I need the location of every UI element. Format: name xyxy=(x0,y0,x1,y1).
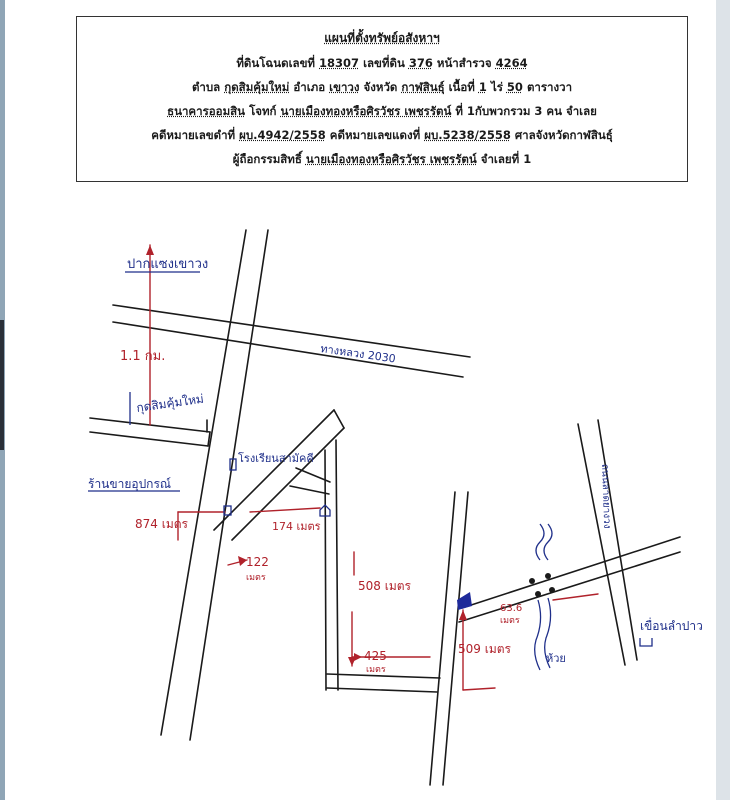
diagonal-road-end xyxy=(334,410,344,428)
arrow-425 xyxy=(354,653,362,661)
distance-425-unit: เมตร xyxy=(366,665,386,675)
distance-874-label: 874 เมตร xyxy=(135,517,188,531)
distance-174-label: 174 เมตร xyxy=(272,520,321,533)
main-road-right-edge xyxy=(190,230,268,740)
defendant-suffix: ที่ 1กับพวกรวม 3 คน จำเลย xyxy=(455,104,597,118)
bridge-dot-4 xyxy=(549,587,555,593)
deed-number: 18307 xyxy=(319,56,360,70)
black-case-label: คดีหมายเลขดำที่ xyxy=(151,128,236,142)
area-rai-value: 1 xyxy=(478,80,487,94)
owner-label: ผู้ถือกรรมสิทธิ์ xyxy=(232,152,302,166)
distance-line-174 xyxy=(250,508,320,512)
dam-icon xyxy=(640,638,652,646)
bridge-dot-1 xyxy=(529,578,535,584)
shop-label: ร้านขายอุปกรณ์ xyxy=(88,477,172,491)
right-road-left xyxy=(430,492,455,785)
creek-line-top-2 xyxy=(544,524,552,560)
owner-suffix: จำเลยที่ 1 xyxy=(480,152,532,166)
province-value: กาฬสินธุ์ xyxy=(401,80,445,94)
red-case-label: คดีหมายเลขแดงที่ xyxy=(329,128,421,142)
distance-122-label: 122 xyxy=(246,555,269,569)
amphoe-label: อำเภอ xyxy=(293,80,326,94)
amphoe-value: เขาวง xyxy=(329,80,360,94)
creek-label: ห้วย xyxy=(546,652,566,665)
distance-508-label: 508 เมตร xyxy=(358,579,411,593)
land-no-label: เลขที่ดิน xyxy=(363,56,405,70)
inner-road-left xyxy=(325,450,326,690)
plaintiff-label: โจทก์ xyxy=(249,104,277,118)
highway-label: ทางหลวง 2030 xyxy=(319,342,397,366)
distance-425-label: 425 xyxy=(364,649,387,663)
owner-value: นายเมืองทองหรือศิรวัชร เพชรรัตน์ xyxy=(305,152,477,166)
inner-road-right xyxy=(336,440,338,690)
kudsim-label: กุดสิมคุ้มใหม่ xyxy=(135,391,205,415)
distance-122-unit: เมตร xyxy=(246,573,266,583)
arrow-509 xyxy=(459,610,467,620)
rai-label: ไร่ xyxy=(490,80,503,94)
distance-63-label: 63.6 xyxy=(500,603,523,614)
school-label: โรงเรียนสามัคคี xyxy=(238,452,314,465)
right-road-right xyxy=(443,492,468,785)
black-case-value: ผบ.4942/2558 xyxy=(239,128,326,142)
area-label: เนื้อที่ xyxy=(448,80,475,94)
distance-line-63 xyxy=(553,594,598,600)
province-label: จังหวัด xyxy=(363,80,398,94)
east-road-bottom xyxy=(459,552,680,622)
side-road-label: ถนนลาดยางวง xyxy=(599,463,613,529)
defendant-value: นายเมืองทองหรือศิรวัชร เพชรรัตน์ xyxy=(280,104,452,118)
bridge-dot-2 xyxy=(545,573,551,579)
connector-road-bottom xyxy=(290,486,329,494)
distance-tick-509 xyxy=(463,688,495,690)
plaintiff-value: ธนาคารออมสิน xyxy=(167,104,246,118)
red-case-value: ผบ.5238/2558 xyxy=(424,128,511,142)
creek-line-top xyxy=(536,524,544,560)
survey-label: หน้าสำรวจ xyxy=(436,56,492,70)
dam-label: เขื่อนลำปาว xyxy=(640,619,703,633)
court-value: ศาลจังหวัดกาฬสินธุ์ xyxy=(514,128,613,142)
deed-label: ที่ดินโฉนดเลขที่ xyxy=(236,56,316,70)
distance-509-label: 509 เมตร xyxy=(458,642,511,656)
creek-line-bottom xyxy=(535,600,541,670)
bottom-road-bottom xyxy=(327,688,437,692)
distance-63-unit: เมตร xyxy=(500,616,520,626)
land-number: 376 xyxy=(408,56,433,70)
kudsim-road-bottom xyxy=(90,432,208,446)
survey-number: 4264 xyxy=(495,56,528,70)
tambon-value: กุดสิมคุ้มใหม่ xyxy=(224,80,290,94)
bridge-dot-3 xyxy=(535,591,541,597)
area-wa-value: 50 xyxy=(506,80,523,94)
main-road-left-edge xyxy=(161,230,246,735)
distance-km-label: 1.1 กม. xyxy=(120,349,166,364)
title-text: แผนที่ตั้งทรัพย์อสังหาฯ xyxy=(324,31,440,45)
tambon-label: ตำบล xyxy=(191,80,221,94)
top-city-label: ปากแซงเขาวง xyxy=(127,257,209,272)
arrow-up-top-city xyxy=(146,245,154,255)
wa-label: ตารางวา xyxy=(526,80,573,94)
